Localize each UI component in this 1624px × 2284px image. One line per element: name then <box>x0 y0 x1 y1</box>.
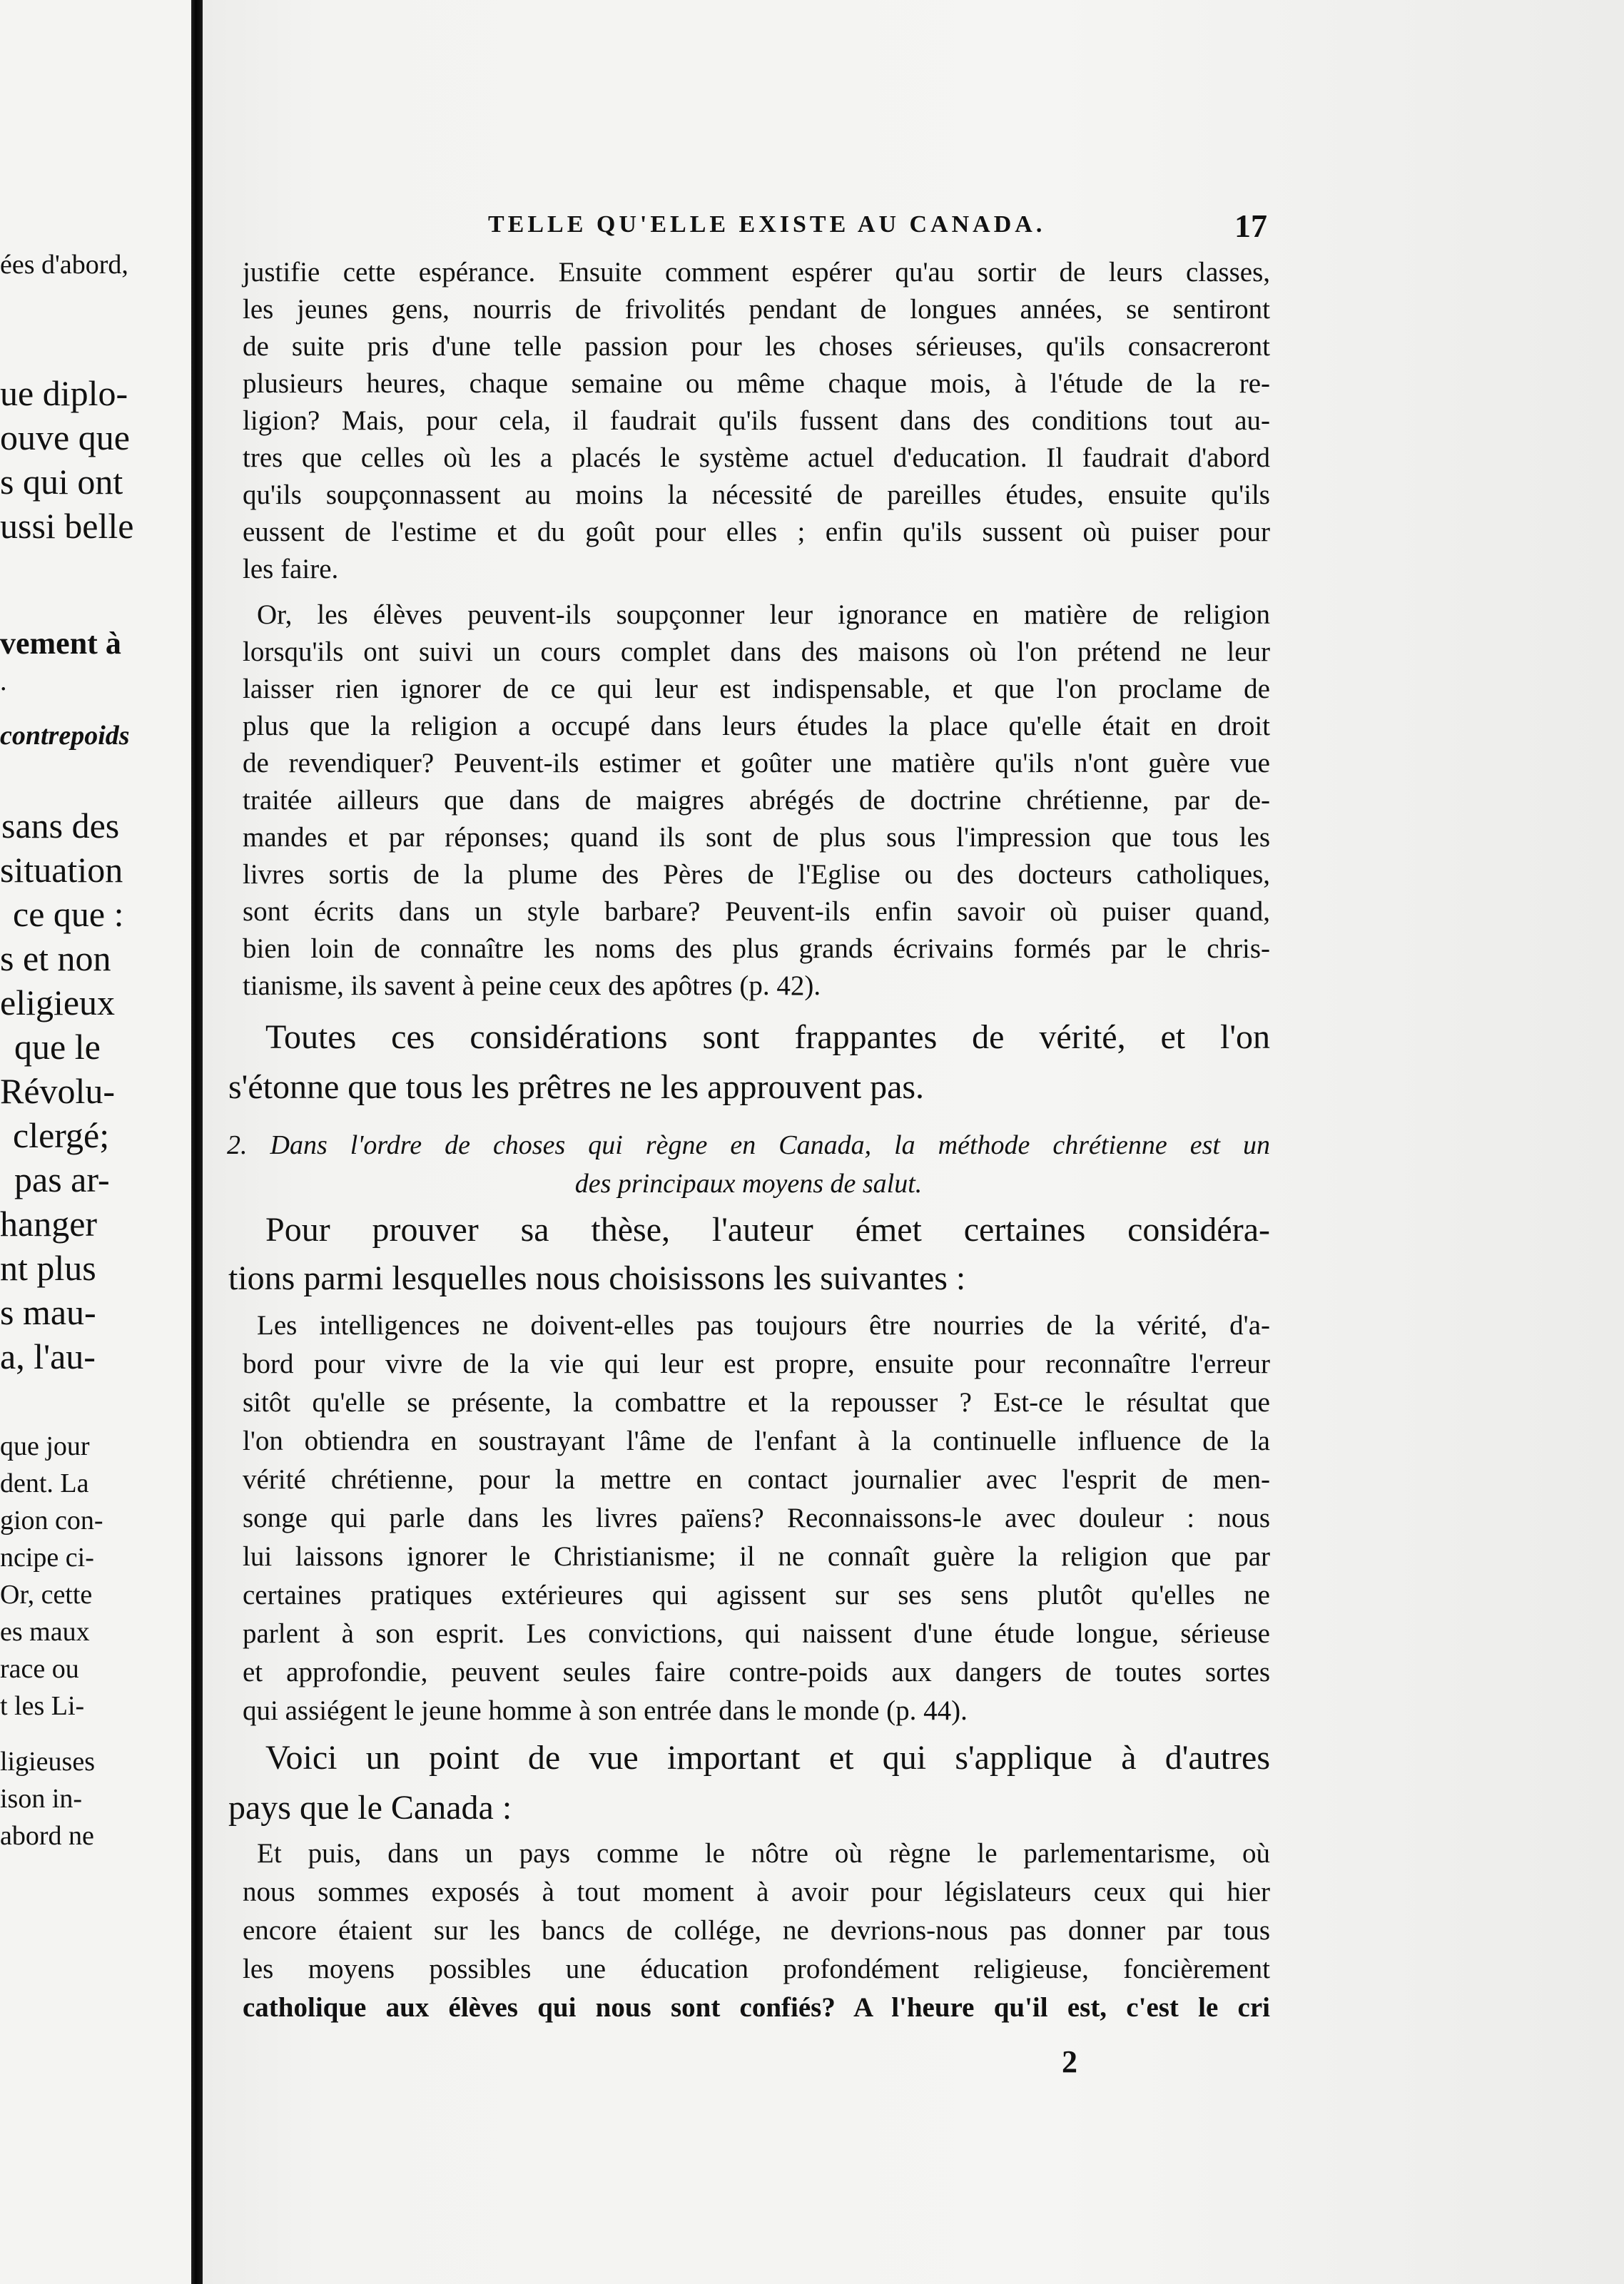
quoted-text-line: qui assiégent le jeune homme à son entrée dans le monde (p. 44). <box>243 1695 968 1726</box>
left-page-fragment: que jour <box>0 1431 90 1461</box>
quoted-text-line: tres que celles où les a placés le système actuel d'education. Il faudrait d'abord <box>243 442 1270 473</box>
main-text-line: s'étonne que tous les prêtres ne les approuvent pas. <box>228 1068 925 1106</box>
left-page-fragment: gion con- <box>0 1506 103 1536</box>
main-text-line: Voici un point de vue important et qui s'applique à d'autres <box>265 1739 1270 1777</box>
quoted-text-line: vérité chrétienne, pour la mettre en contact journalier avec l'esprit de men- <box>243 1464 1270 1495</box>
left-page-fragment: nt plus <box>0 1248 96 1288</box>
quoted-text-line: bien loin de connaître les noms des plus grands écrivains formés par le chris- <box>243 933 1270 964</box>
quoted-text-line: plusieurs heures, chaque semaine ou même chaque mois, à l'étude de la re- <box>243 368 1270 399</box>
left-page-fragment: . <box>0 666 7 696</box>
quoted-text-line: parlent à son esprit. Les convictions, qui naissent d'une étude longue, sérieuse <box>243 1618 1270 1649</box>
left-page-edge <box>0 0 191 2284</box>
footnote-line: 2. Dans l'ordre de choses qui règne en Canada, la méthode chrétienne est un <box>227 1130 1270 1160</box>
quoted-text-line: les faire. <box>243 554 339 584</box>
left-page-fragment: clergé; <box>13 1115 110 1155</box>
quoted-text-line: de suite pris d'une telle passion pour les choses sérieuses, qu'ils consacreront <box>243 331 1270 362</box>
running-head <box>288 208 1267 247</box>
quoted-text-line: livres sortis de la plume des Pères de l'Eglise ou des docteurs catholiques, <box>243 859 1270 890</box>
quoted-text-line: qu'ils soupçonnassent au moins la nécessité de pareilles études, ensuite qu'ils <box>243 479 1270 510</box>
left-page-fragment: sans des <box>1 806 120 846</box>
quoted-text-line: les moyens possibles une éducation profondément religieuse, foncièrement <box>243 1954 1270 1984</box>
left-page-fragment: s mau- <box>0 1292 96 1332</box>
quoted-text-line: Et puis, dans un pays comme le nôtre où règne le parlementarisme, où <box>257 1838 1270 1869</box>
quoted-text-line: songe qui parle dans les livres païens? Reconnaissons-le avec douleur : nous <box>243 1503 1270 1533</box>
quoted-text-line: bord pour vivre de la vie qui leur est propre, ensuite pour reconnaître l'erreur <box>243 1349 1270 1379</box>
left-page-fragment: ce que : <box>13 894 124 934</box>
left-page-fragment: vement à <box>0 626 121 661</box>
left-page-fragment: hanger <box>0 1204 98 1244</box>
quoted-text-line: ligion? Mais, pour cela, il faudrait qu'ils fussent dans des conditions tout au- <box>243 405 1270 436</box>
quoted-text-line: tianisme, ils savent à peine ceux des apôtres (p. 42). <box>243 970 821 1001</box>
quoted-text-line: nous sommes exposés à tout moment à avoir pour législateurs ceux qui hier <box>243 1877 1270 1907</box>
quoted-text-line: catholique aux élèves qui nous sont confiés? A l'heure qu'il est, c'est le cri <box>243 1992 1270 2023</box>
main-text-line: Pour prouver sa thèse, l'auteur émet certaines considéra- <box>265 1211 1270 1249</box>
left-page-fragment: s et non <box>0 938 111 978</box>
quoted-text-line: encore étaient sur les bancs de collége, ne devrions-nous pas donner par tous <box>243 1915 1270 1946</box>
left-page-fragment: dent. La <box>0 1468 89 1498</box>
signature-mark: 2 <box>1062 2044 1077 2079</box>
left-page-fragment: ison in- <box>0 1784 83 1814</box>
left-page-fragment: race ou <box>0 1654 79 1684</box>
quoted-text-line: les jeunes gens, nourris de frivolités pendant de longues années, se sentiront <box>243 294 1270 325</box>
main-text-line: Toutes ces considérations sont frappantes de vérité, et l'on <box>265 1018 1270 1056</box>
left-page-fragment: abord ne <box>0 1821 94 1851</box>
quoted-text-line: plus que la religion a occupé dans leurs études la place qu'elle était en droit <box>243 711 1270 741</box>
left-page-fragment: s qui ont <box>0 462 123 502</box>
quoted-text-line: eussent de l'estime et du goût pour elles ; enfin qu'ils sussent où puiser pour <box>243 517 1270 547</box>
left-page-fragment: ées d'abord, <box>0 250 128 280</box>
quoted-text-line: traitée ailleurs que dans de maigres abrégés de doctrine chrétienne, par de- <box>243 785 1270 816</box>
quoted-text-line: l'on obtiendra en soustrayant l'âme de l'enfant à la continuelle influence de la <box>243 1426 1270 1456</box>
page-number: 17 <box>1234 208 1267 244</box>
left-page-fragment: ligieuses <box>0 1747 95 1777</box>
quoted-text-line: laisser rien ignorer de ce qui leur est indispensable, et que l'on proclame de <box>243 674 1270 704</box>
left-page-fragment: situation <box>0 850 123 890</box>
left-page-fragment: contrepoids <box>0 721 130 751</box>
left-page-fragment: ue diplo- <box>0 373 128 413</box>
quoted-text-line: sitôt qu'elle se présente, la combattre et la repousser ? Est-ce le résultat que <box>243 1387 1270 1418</box>
quoted-text-line: certaines pratiques extérieures qui agissent sur ses sens plutôt qu'elles ne <box>243 1580 1270 1610</box>
left-page-fragment: t les Li- <box>0 1691 85 1721</box>
quoted-text-line: Les intelligences ne doivent-elles pas toujours être nourries de la vérité, d'a- <box>257 1310 1270 1341</box>
left-page-fragment: pas ar- <box>14 1159 110 1199</box>
left-page-fragment: Or, cette <box>0 1580 93 1610</box>
left-page-fragment: ouve que <box>0 417 130 457</box>
left-page-fragment: ncipe ci- <box>0 1543 94 1573</box>
left-page-fragment: Révolu- <box>0 1071 116 1111</box>
book-gutter <box>191 0 203 2284</box>
quoted-text-line: lorsqu'ils ont suivi un cours complet dans des maisons où l'on prétend ne leur <box>243 636 1270 667</box>
main-text-line: tions parmi lesquelles nous choisissons les suivantes : <box>228 1259 966 1297</box>
left-page-fragment: que le <box>14 1027 101 1067</box>
quoted-text-line: lui laissons ignorer le Christianisme; il ne connaît guère la religion que par <box>243 1541 1270 1572</box>
main-text-line: pays que le Canada : <box>228 1789 512 1827</box>
quoted-text-line: de revendiquer? Peuvent-ils estimer et goûter une matière qu'ils n'ont guère vue <box>243 748 1270 778</box>
quoted-text-line: sont écrits dans un style barbare? Peuvent-ils enfin savoir où puiser quand, <box>243 896 1270 927</box>
footnote-line: des principaux moyens de salut. <box>574 1169 923 1199</box>
left-page-fragment: a, l'au- <box>0 1336 96 1376</box>
quoted-text-line: Or, les élèves peuvent-ils soupçonner leur ignorance en matière de religion <box>257 599 1270 630</box>
left-page-fragment: es maux <box>0 1617 90 1647</box>
left-page-fragment: eligieux <box>0 983 116 1022</box>
quoted-text-line: et approfondie, peuvent seules faire contre-poids aux dangers de toutes sortes <box>243 1657 1270 1687</box>
quoted-text-line: justifie cette espérance. Ensuite comment espérer qu'au sortir de leurs classes, <box>243 257 1270 288</box>
left-page-fragment: ussi belle <box>0 506 134 546</box>
running-head-title: TELLE QU'ELLE EXISTE AU CANADA. <box>488 211 1046 238</box>
quoted-text-line: mandes et par réponses; quand ils sont de plus sous l'impression que tous les <box>243 822 1270 853</box>
